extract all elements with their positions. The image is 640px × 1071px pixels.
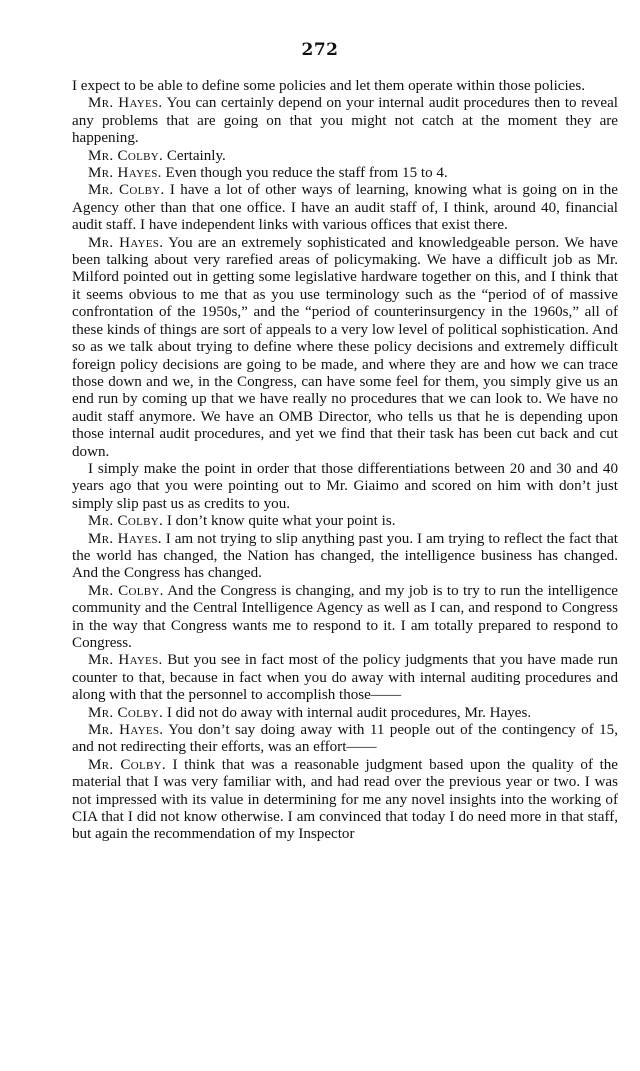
speaker-name: Mr. Hayes. bbox=[88, 234, 164, 251]
page-number: 272 bbox=[301, 40, 339, 60]
paragraph bbox=[72, 95, 618, 147]
speaker-name: Mr. Colby. bbox=[88, 756, 166, 773]
paragraph-text: But you see in fact most of the policy judgments that you have made run counter to that, because in fact when you do away with internal auditing procedures and along with that the personnel to accomplish those—— bbox=[72, 652, 618, 704]
paragraph-text: You don’t say doing away with 11 people out of the contingency of 15, and not redirecting their efforts, was an effort—— bbox=[72, 722, 618, 756]
paragraph bbox=[72, 461, 618, 513]
paragraph bbox=[72, 513, 618, 530]
paragraph bbox=[72, 235, 618, 461]
paragraph-text: I did not do away with internal audit procedures, Mr. Hayes. bbox=[163, 704, 532, 721]
paragraph bbox=[72, 78, 618, 95]
paragraph bbox=[72, 722, 618, 757]
paragraph bbox=[72, 757, 618, 844]
speaker-name: Mr. Hayes. bbox=[88, 722, 164, 739]
paragraph-text: Even though you reduce the staff from 15 to 4. bbox=[161, 165, 448, 182]
speaker-name: Mr. Colby. bbox=[88, 147, 164, 164]
paragraph-text: I simply make the point in order that those differentiations between 20 and 30 and 40 years ago that you were pointing out to Mr. Giaimo and scored on him with don’t just simply slip past us as credits to you. bbox=[72, 460, 618, 512]
paragraph-text: I am not trying to slip anything past you. I am trying to reflect the fact that the world has changed, the Nation has changed, the intelligence business has changed. And the Congress has changed. bbox=[72, 530, 618, 582]
paragraph-text: You can certainly depend on your internal audit procedures then to reveal any problems that are going on that you might not catch at the moment they are happening. bbox=[72, 95, 618, 147]
paragraph bbox=[72, 583, 618, 653]
paragraph bbox=[72, 148, 618, 165]
paragraph bbox=[72, 531, 618, 583]
speaker-name: Mr. Hayes. bbox=[88, 95, 163, 112]
paragraph-text: I have a lot of other ways of learning, knowing what is going on in the Agency other than that one office. I have an audit staff of, I think, around 40, financial audit staff. I have independent links with various offices that exist there. bbox=[72, 182, 618, 234]
speaker-name: Mr. Colby. bbox=[88, 513, 164, 530]
paragraph-text: I expect to be able to define some policies and let them operate within those policies. bbox=[72, 78, 586, 94]
paragraph-text: I think that was a reasonable judgment based upon the quality of the material that I was very familiar with, and had read over the previous year or two. I was not impressed with its value in determining for me any novel insights into the working of CIA that I did not know otherwise. I am convinced that today I do need more in that staff, but again the recommendation of my Inspector bbox=[72, 756, 619, 843]
paragraph-text: You are an extremely sophisticated and knowledgeable person. We have been talking about very rarefied areas of policymaking. We have a difficult job as Mr. Milford pointed out in getting some legislative hardware together on this, and I think that it seems obvious to me that as you use terminology such as the “period of of massive confrontation of the 1950s,” and the “period of counterinsurgency in the 1960s,” all of these kinds of things are sort of appeals to a very low level of political sophistication. And so as we talk about trying to define where these policy decisions and extremely difficult foreign policy decisions are going to be made, and where they are and how we can trace those down and we, in the Congress, can have some feel for them, you simply give us an end run by coming up that we have really no procedures that we can look to. We have no audit staff anymore. We have an OMB Director, who tells us that he is depending upon those internal audit procedures, and yet we find that their task has been cut back and cut down. bbox=[72, 234, 619, 460]
paragraph bbox=[72, 182, 618, 234]
paragraph bbox=[72, 652, 618, 704]
paragraph-text: And the Congress is changing, and my job is to try to run the intelligence community and the Central Intelligence Agency as well as I can, and respond to Congress in the way that Congress wants me to respond to it. I am totally prepared to respond to Congress. bbox=[72, 582, 618, 651]
paragraph bbox=[72, 705, 618, 722]
speaker-name: Mr. Hayes. bbox=[88, 530, 162, 547]
speaker-name: Mr. Hayes. bbox=[88, 652, 163, 669]
paragraph bbox=[72, 165, 618, 182]
speaker-name: Mr. Colby. bbox=[88, 582, 164, 599]
speaker-name: Mr. Hayes. bbox=[88, 165, 162, 182]
paragraph-text: Certainly. bbox=[163, 147, 226, 164]
paragraph-text: I don’t know quite what your point is. bbox=[163, 513, 396, 530]
speaker-name: Mr. Colby. bbox=[88, 182, 165, 199]
speaker-name: Mr. Colby. bbox=[88, 704, 164, 721]
document-body bbox=[72, 78, 618, 844]
